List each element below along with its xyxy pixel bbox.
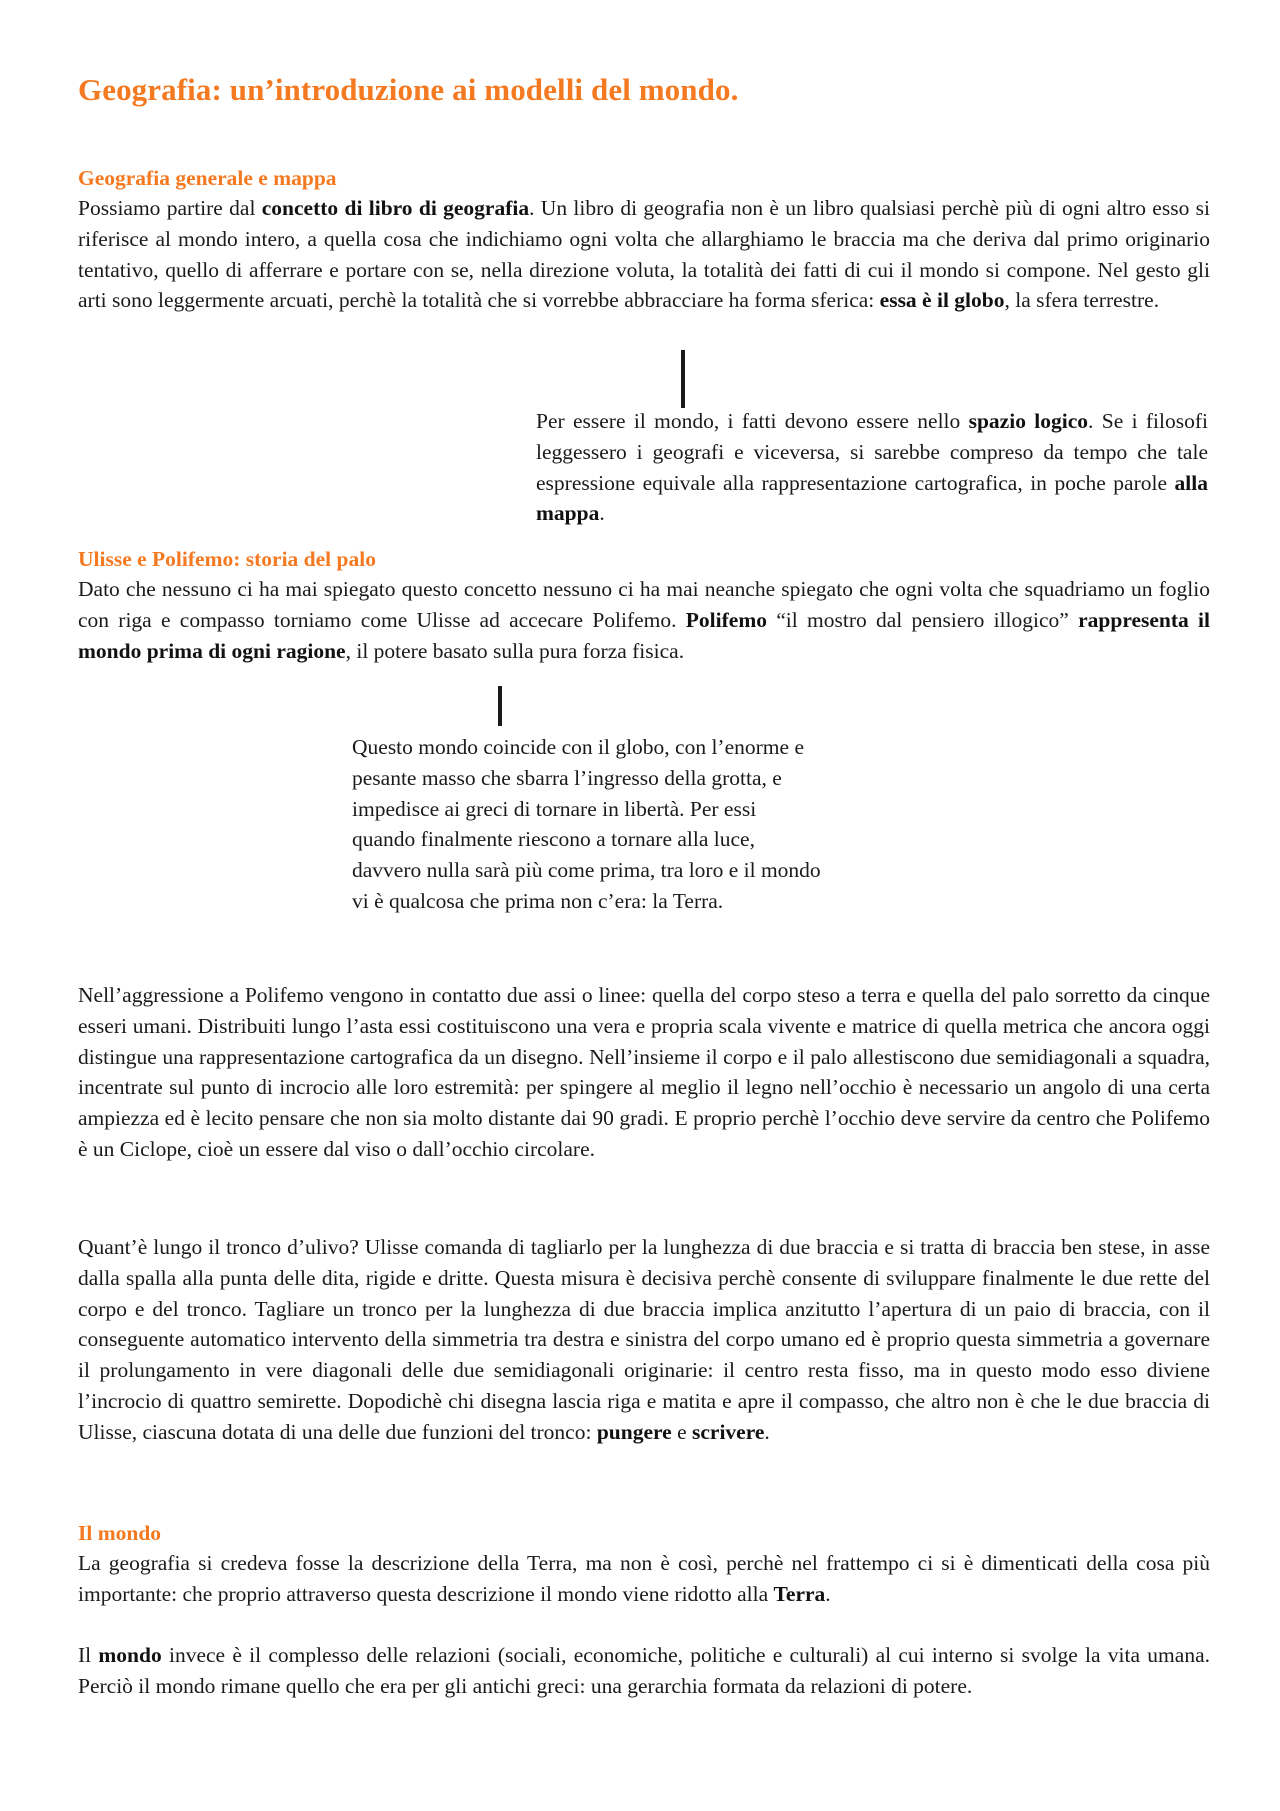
text-run: , il potere basato sulla pura forza fisica. — [345, 638, 685, 663]
text-run: . — [599, 501, 605, 526]
text-run: . Un libro di geografia non è un libro qualsiasi perchè più di ogni altro esso si riferisce al mondo intero, a quella cosa che indichiamo ogni volta che allarghiamo le braccia ma che deriva dal primo originario tentativo, quello di afferrare e portare con se, nella direzione voluta, la totalità dei fatti di cui il mondo si compone. Nel gesto gli arti sono leggermente arcuati, perchè la totalità che si vorrebbe abbracciare ha forma sferica: — [78, 196, 1210, 313]
text-run: Il — [78, 1643, 99, 1667]
text-run: “il mostro dal pensiero illogico” — [767, 607, 1079, 632]
bold-mondo: mondo — [98, 1643, 162, 1667]
paragraph-descrizione-terra — [78, 1548, 1210, 1610]
text-run: invece è il complesso delle relazioni (sociali, economiche, politiche e culturali) al cui interno si svolge la vita umana. Perciò il mondo rimane quello che era per gli antichi greci: una gerarchia formata da relazioni di potere. — [78, 1643, 1210, 1698]
bold-concetto-libro: concetto di libro di geografia — [261, 196, 530, 220]
text-run: La geografia si credeva fosse la descrizione della Terra, ma non è così, perchè nel frattempo ci si è dimenticati della cosa più importante: che proprio attraverso questa descrizione il mondo viene ridotto alla — [78, 1551, 1210, 1606]
text-run: . — [825, 1581, 831, 1606]
callout-spazio-logico — [536, 406, 1208, 529]
section-heading-geografia-generale: Geografia generale e mappa — [78, 166, 337, 190]
connector-line — [498, 686, 502, 726]
paragraph-mondo-relazioni — [78, 1640, 1210, 1702]
text-run: Quant’è lungo il tronco d’ulivo? Ulisse comanda di tagliarlo per la lunghezza di due braccia e si tratta di braccia ben stese, in asse dalla spalla alla punta delle dita, rigide e dritte. Questa misura è decisiva perchè consente di sviluppare finalmente le due rette del corpo e del tronco. Tagliare un tronco per la lunghezza di due braccia implica anzitutto l’apertura di un paio di braccia, con il conseguente automatico intervento della simmetria tra destra e sinistra del corpo umano ed è proprio questa simmetria a governare il prolungamento in vere diagonali delle due semidiagonali originarie: il centro resta fisso, ma in questo modo esso diviene l’incrocio di quattro semirette. Dopodichè chi disegna lascia riga e matita e apre il compasso, che altro non è che le due braccia di Ulisse, ciascuna dotata di una delle due funzioni del tronco: — [78, 1235, 1210, 1444]
paragraph-aggressione-polifemo: Nell’aggressione a Polifemo vengono in contatto due assi o linee: quella del corpo steso a terra e quella del palo sorretto da cinque esseri umani. Distribuiti lungo l’asta essi costituiscono una vera e propria scala vivente e matrice di quella metrica che ancora oggi distingue una rappresentazione cartografica da un disegno. Nell’insieme il corpo e il palo allestiscono due semidiagonali a squadra, incentrate sul punto di incrocio alle loro estremità: per spingere al meglio il legno nell’occhio è necessario un angolo di una certa ampiezza ed è lecito pensare che non sia molto distante dai 90 gradi. E proprio perchè l’occhio deve servire da centro che Polifemo è un Ciclope, cioè un essere dal viso o dall’occhio circolare. — [78, 983, 1210, 1161]
bold-pungere: pungere — [596, 1419, 672, 1444]
paragraph-libro-di-geografia — [78, 193, 1210, 316]
bold-terra: Terra — [773, 1581, 826, 1606]
bold-alla-mappa: alla mappa — [536, 470, 1208, 526]
bold-polifemo: Polifemo — [685, 607, 767, 632]
connector-line — [681, 350, 685, 408]
section-heading-ulisse-polifemo: Ulisse e Polifemo: storia del palo — [78, 547, 376, 571]
bold-spazio-logico: spazio logico — [968, 409, 1089, 433]
text-run: . — [764, 1419, 770, 1444]
text-run: . Se i filosofi leggessero i geografi e viceversa, si sarebbe compreso da tempo che tale espressione equivale alla rappresentazione cartografica, in poche parole — [536, 409, 1208, 495]
document-title: Geografia: un’introduzione ai modelli del mondo. — [78, 72, 739, 107]
section-heading-il-mondo: Il mondo — [78, 1521, 162, 1545]
text-run: Per essere il mondo, i fatti devono essere nello — [536, 409, 969, 433]
paragraph-polifemo — [78, 574, 1210, 666]
text-run: , la sfera terrestre. — [1004, 288, 1160, 313]
text-run: e — [671, 1419, 692, 1444]
bold-essa-globo: essa è il globo — [879, 288, 1005, 313]
paragraph-tronco-ulivo — [78, 1232, 1210, 1448]
bold-scrivere: scrivere — [692, 1419, 765, 1444]
bold-rappresenta-mondo: rappresenta il mondo prima di ogni ragione — [78, 607, 1210, 663]
text-run: Possiamo partire dal — [78, 196, 262, 220]
text-run: Dato che nessuno ci ha mai spiegato questo concetto nessuno ci ha mai neanche spiegato che ogni volta che squadriamo un foglio con riga e compasso torniamo come Ulisse ad accecare Polifemo. — [78, 577, 1210, 632]
callout-globo-masso: Questo mondo coincide con il globo, con l’enorme e pesante masso che sbarra l’ingresso della grotta, e impedisce ai greci di tornare in libertà. Per essi quando finalmente riescono a tornare alla luce, davvero nulla sarà più come prima, tra loro e il mondo vi è qualcosa che prima non c’era: la Terra. — [352, 735, 821, 913]
